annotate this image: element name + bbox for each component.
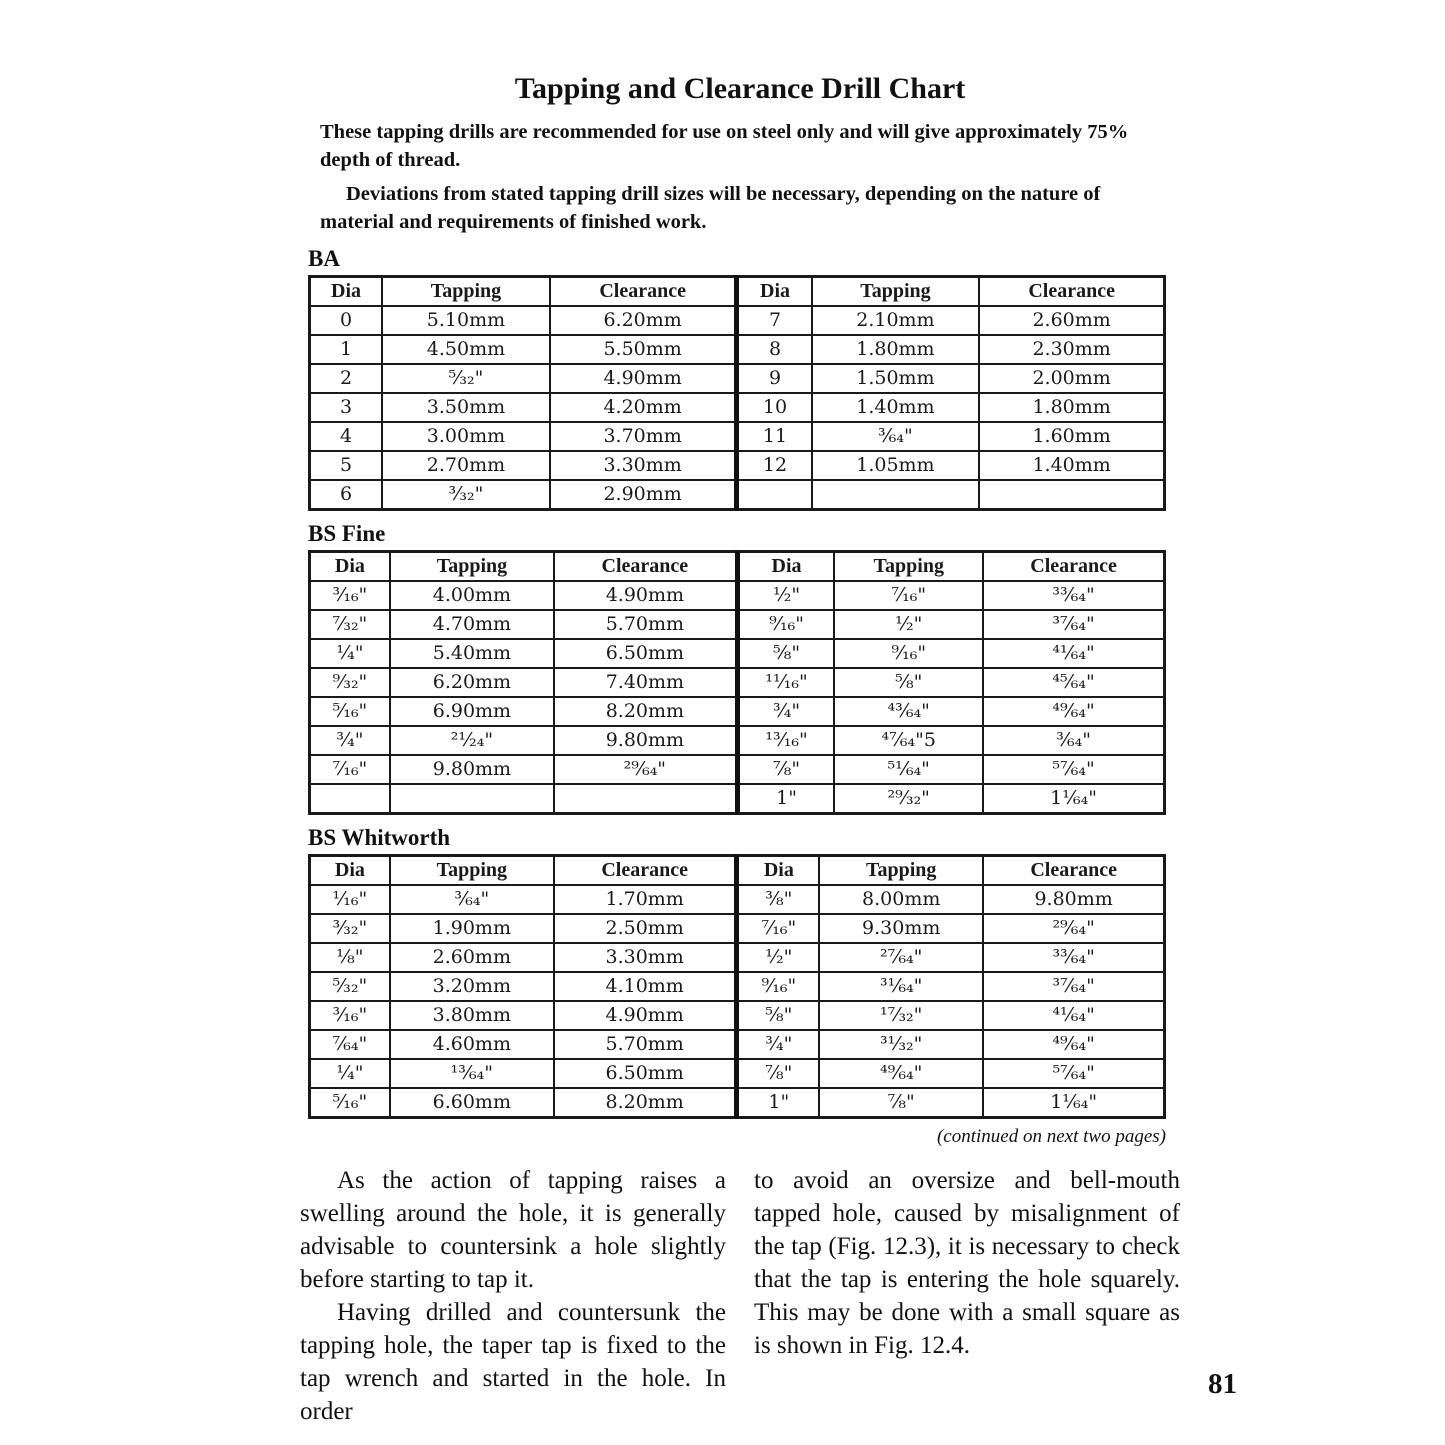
header-row xyxy=(310,277,1165,307)
table-body xyxy=(310,306,1165,510)
table-cell: 5.40mm xyxy=(390,639,554,668)
table-cell xyxy=(310,784,390,814)
table-row xyxy=(310,335,1165,364)
table-cell: ⁴⁷⁄₆₄"5 xyxy=(834,726,983,755)
table-cell: ¹³⁄₁₆" xyxy=(737,726,834,755)
table-cell: 8.20mm xyxy=(554,1088,737,1118)
page-content xyxy=(300,72,1180,1428)
table-cell: 8.20mm xyxy=(554,697,737,726)
table-cell: 2.90mm xyxy=(550,480,737,510)
table-cell: 12 xyxy=(737,451,812,480)
table-cell: ³⁄₃₂" xyxy=(382,480,550,510)
table-cell xyxy=(390,784,554,814)
table-cell: ¹⁄₄" xyxy=(310,639,390,668)
table-cell: ⁷⁄₆₄" xyxy=(310,1030,390,1059)
table-cell: 9.80mm xyxy=(983,885,1164,914)
table-cell: ⁹⁄₁₆" xyxy=(737,610,834,639)
table-cell: 6.50mm xyxy=(554,1059,737,1088)
table-cell: ⁵⁄₈" xyxy=(737,639,834,668)
table-cell: ⁴⁹⁄₆₄" xyxy=(983,697,1164,726)
table-cell: 4.10mm xyxy=(554,972,737,1001)
table-cell: ³⁄₆₄" xyxy=(390,885,554,914)
column-header: Dia xyxy=(737,552,834,582)
table-row xyxy=(310,1059,1165,1088)
table-cell: 1.05mm xyxy=(812,451,980,480)
table-cell: ²¹⁄₂₄" xyxy=(390,726,554,755)
table-cell: 2.60mm xyxy=(979,306,1164,335)
table-cell: 4.70mm xyxy=(390,610,554,639)
table-cell: ⁷⁄₈" xyxy=(737,1059,819,1088)
table-cell: 2.50mm xyxy=(554,914,737,943)
table-cell: ²⁷⁄₆₄" xyxy=(819,943,983,972)
table-body xyxy=(310,581,1165,814)
column-header: Dia xyxy=(310,277,383,307)
table-row xyxy=(310,914,1165,943)
table-cell: 8.00mm xyxy=(819,885,983,914)
table-cell: 0 xyxy=(310,306,383,335)
table-cell: 1¹⁄₆₄" xyxy=(983,1088,1164,1118)
table-cell: 6.20mm xyxy=(550,306,737,335)
table-cell: ²⁹⁄₆₄" xyxy=(983,914,1164,943)
table-cell: ⁷⁄₃₂" xyxy=(310,610,390,639)
table-cell: 5 xyxy=(310,451,383,480)
body-column-left xyxy=(300,1164,726,1428)
table-row xyxy=(310,306,1165,335)
table-cell: 3.80mm xyxy=(390,1001,554,1030)
column-header: Tapping xyxy=(834,552,983,582)
table-cell: ¹³⁄₆₄" xyxy=(390,1059,554,1088)
table-cell: 11 xyxy=(737,422,812,451)
table-row xyxy=(310,697,1165,726)
table-cell: 6.20mm xyxy=(390,668,554,697)
column-header: Clearance xyxy=(979,277,1164,307)
table-cell: ³⁷⁄₆₄" xyxy=(983,610,1164,639)
table-row xyxy=(310,610,1165,639)
body-paragraph: to avoid an oversize and bell-mouth tapped hole, caused by misalignment of the tap (Fig. 12.3), it is necessary to check that the tap is entering the hole squarely. This may be done with a small square as is shown in Fig. 12.4. xyxy=(754,1167,1180,1359)
table-row xyxy=(310,1001,1165,1030)
table-cell: 2.10mm xyxy=(812,306,980,335)
table-cell: ³⁄₆₄" xyxy=(983,726,1164,755)
table-cell: 1.80mm xyxy=(979,393,1164,422)
table-section-ba xyxy=(300,246,1180,511)
table-cell: 3.50mm xyxy=(382,393,550,422)
column-header: Clearance xyxy=(983,552,1164,582)
table-cell: 4 xyxy=(310,422,383,451)
table-heading-ba: BA xyxy=(308,246,340,271)
table-cell: ³⁄₃₂" xyxy=(310,914,390,943)
column-header: Clearance xyxy=(550,277,737,307)
column-header: Clearance xyxy=(554,856,737,886)
column-header: Tapping xyxy=(390,856,554,886)
table-cell: ¹⁄₄" xyxy=(310,1059,390,1088)
column-header: Tapping xyxy=(382,277,550,307)
table-cell: ³⁷⁄₆₄" xyxy=(983,972,1164,1001)
table-cell: ⁵⁷⁄₆₄" xyxy=(983,755,1164,784)
table-row xyxy=(310,422,1165,451)
table-cell: 4.90mm xyxy=(554,581,737,610)
table-cell: ⁹⁄₁₆" xyxy=(834,639,983,668)
table-cell: ⁵⁄₈" xyxy=(737,1001,819,1030)
table-cell: 4.50mm xyxy=(382,335,550,364)
table-cell: ¹⁷⁄₃₂" xyxy=(819,1001,983,1030)
table-cell: ³⁄₁₆" xyxy=(310,1001,390,1030)
table-cell: 1.50mm xyxy=(812,364,980,393)
table-cell: ⁵⁄₃₂" xyxy=(310,972,390,1001)
table-cell: ¹¹⁄₁₆" xyxy=(737,668,834,697)
table-heading-bs-fine: BS Fine xyxy=(308,521,386,546)
table-cell: 3.30mm xyxy=(550,451,737,480)
table-cell: 4.90mm xyxy=(550,364,737,393)
table-heading-bs-whitworth: BS Whitworth xyxy=(308,825,451,850)
table-cell: 7.40mm xyxy=(554,668,737,697)
table-cell xyxy=(812,480,980,510)
table-cell: 5.70mm xyxy=(554,1030,737,1059)
table-cell: 1.70mm xyxy=(554,885,737,914)
table-cell: 6.50mm xyxy=(554,639,737,668)
column-header: Tapping xyxy=(819,856,983,886)
table-cell: ⁵⁄₈" xyxy=(834,668,983,697)
table-cell xyxy=(979,480,1164,510)
table-cell: 1 xyxy=(310,335,383,364)
table-cell: ⁵¹⁄₆₄" xyxy=(834,755,983,784)
table-cell: 1" xyxy=(737,1088,819,1118)
table-row xyxy=(310,668,1165,697)
table-row xyxy=(310,639,1165,668)
table-cell: 2 xyxy=(310,364,383,393)
column-header: Dia xyxy=(310,552,390,582)
table-cell: 5.70mm xyxy=(554,610,737,639)
table-row xyxy=(310,726,1165,755)
column-header: Tapping xyxy=(812,277,980,307)
table-cell: ⁴¹⁄₆₄" xyxy=(983,639,1164,668)
table-cell: ⁴³⁄₆₄" xyxy=(834,697,983,726)
table-cell: ³¹⁄₆₄" xyxy=(819,972,983,1001)
table-cell: 4.60mm xyxy=(390,1030,554,1059)
intro-paragraph-2: Deviations from stated tapping drill sizes will be necessary, depending on the nature of material and requirements of finished work. xyxy=(320,183,1101,233)
table-cell: ¹⁄₂" xyxy=(737,943,819,972)
table-cell: ¹⁄₂" xyxy=(834,610,983,639)
table-cell: ⁴¹⁄₆₄" xyxy=(983,1001,1164,1030)
table-body xyxy=(310,885,1165,1118)
table-cell: ⁵⁄₃₂" xyxy=(382,364,550,393)
table-cell xyxy=(737,480,812,510)
table-cell: 3.20mm xyxy=(390,972,554,1001)
table-row xyxy=(310,581,1165,610)
table-cell: 2.30mm xyxy=(979,335,1164,364)
table-cell: 1.60mm xyxy=(979,422,1164,451)
column-header: Dia xyxy=(737,277,812,307)
table-head xyxy=(310,552,1165,582)
table-row xyxy=(310,393,1165,422)
table-cell: 10 xyxy=(737,393,812,422)
table-section-bs-whitworth xyxy=(300,825,1180,1119)
column-header: Clearance xyxy=(983,856,1164,886)
table-cell: ⁷⁄₁₆" xyxy=(834,581,983,610)
table-cell: ⁴⁵⁄₆₄" xyxy=(983,668,1164,697)
table-cell: 1.40mm xyxy=(812,393,980,422)
table-cell: ⁹⁄₃₂" xyxy=(310,668,390,697)
table-cell: 2.70mm xyxy=(382,451,550,480)
continued-note: (continued on next two pages) xyxy=(936,1126,1166,1147)
table-cell: ³⁄₄" xyxy=(737,697,834,726)
table-cell: ⁷⁄₁₆" xyxy=(310,755,390,784)
table-cell: 1.90mm xyxy=(390,914,554,943)
table-cell: 2.00mm xyxy=(979,364,1164,393)
drill-table-ba xyxy=(308,275,1166,511)
table-cell xyxy=(554,784,737,814)
table-cell: 1¹⁄₆₄" xyxy=(983,784,1164,814)
table-cell: 3 xyxy=(310,393,383,422)
column-header: Dia xyxy=(737,856,819,886)
table-cell: 9.80mm xyxy=(390,755,554,784)
table-cell: ³⁄₁₆" xyxy=(310,581,390,610)
table-cell: ⁹⁄₁₆" xyxy=(737,972,819,1001)
table-cell: 2.60mm xyxy=(390,943,554,972)
table-cell: 9.30mm xyxy=(819,914,983,943)
body-paragraph: Having drilled and countersunk the tapping hole, the taper tap is fixed to the tap wrench and started in the hole. In order xyxy=(300,1299,726,1425)
intro-paragraph-1: These tapping drills are recommended for use on steel only and will give approximately 75% depth of thread. xyxy=(320,121,1129,171)
table-cell: 6.90mm xyxy=(390,697,554,726)
table-row xyxy=(310,1030,1165,1059)
table-row xyxy=(310,885,1165,914)
table-cell: 6.60mm xyxy=(390,1088,554,1118)
body-text xyxy=(300,1164,1180,1428)
table-cell: 4.20mm xyxy=(550,393,737,422)
table-cell: 1.40mm xyxy=(979,451,1164,480)
header-row xyxy=(310,856,1165,886)
table-cell: ⁷⁄₈" xyxy=(737,755,834,784)
table-cell: 6 xyxy=(310,480,383,510)
table-cell: 1.80mm xyxy=(812,335,980,364)
table-cell: 9 xyxy=(737,364,812,393)
table-cell: ³³⁄₆₄" xyxy=(983,581,1164,610)
body-paragraph: As the action of tapping raises a swelling around the hole, it is generally advisable to countersink a hole slightly before starting to tap it. xyxy=(300,1167,726,1293)
table-row xyxy=(310,784,1165,814)
drill-table-bs-fine xyxy=(308,550,1166,815)
table-cell: 8 xyxy=(737,335,812,364)
table-cell: 4.00mm xyxy=(390,581,554,610)
table-cell: ⁴⁹⁄₆₄" xyxy=(819,1059,983,1088)
drill-table-bs-whitworth xyxy=(308,854,1166,1119)
table-cell: 3.30mm xyxy=(554,943,737,972)
table-cell: 7 xyxy=(737,306,812,335)
table-row xyxy=(310,480,1165,510)
page-title: Tapping and Clearance Drill Chart xyxy=(514,72,966,105)
column-header: Clearance xyxy=(554,552,737,582)
table-cell: ³⁄₈" xyxy=(737,885,819,914)
body-column-right xyxy=(754,1164,1180,1428)
column-header: Dia xyxy=(310,856,390,886)
table-cell: ⁵⁄₁₆" xyxy=(310,1088,390,1118)
table-cell: ⁷⁄₈" xyxy=(819,1088,983,1118)
table-row xyxy=(310,451,1165,480)
table-cell: 3.70mm xyxy=(550,422,737,451)
table-cell: ¹⁄₈" xyxy=(310,943,390,972)
table-row xyxy=(310,943,1165,972)
table-cell: 1" xyxy=(737,784,834,814)
table-cell: ³⁄₄" xyxy=(310,726,390,755)
page-number: 81 xyxy=(1208,1368,1237,1400)
column-header: Tapping xyxy=(390,552,554,582)
table-head xyxy=(310,856,1165,886)
table-cell: ¹⁄₁₆" xyxy=(310,885,390,914)
table-row xyxy=(310,1088,1165,1118)
table-section-bs-fine xyxy=(300,521,1180,815)
table-cell: 5.10mm xyxy=(382,306,550,335)
table-cell: 9.80mm xyxy=(554,726,737,755)
table-cell: 5.50mm xyxy=(550,335,737,364)
table-cell: 3.00mm xyxy=(382,422,550,451)
table-cell: 4.90mm xyxy=(554,1001,737,1030)
table-cell: ⁵⁄₁₆" xyxy=(310,697,390,726)
table-cell: ¹⁄₂" xyxy=(737,581,834,610)
table-cell: ³³⁄₆₄" xyxy=(983,943,1164,972)
table-cell: ⁷⁄₁₆" xyxy=(737,914,819,943)
table-cell: ³¹⁄₃₂" xyxy=(819,1030,983,1059)
table-cell: ³⁄₄" xyxy=(737,1030,819,1059)
table-cell: ³⁄₆₄" xyxy=(812,422,980,451)
table-cell: ²⁹⁄₆₄" xyxy=(554,755,737,784)
table-cell: ²⁹⁄₃₂" xyxy=(834,784,983,814)
table-cell: ⁵⁷⁄₆₄" xyxy=(983,1059,1164,1088)
header-row xyxy=(310,552,1165,582)
table-row xyxy=(310,364,1165,393)
table-row xyxy=(310,755,1165,784)
table-row xyxy=(310,972,1165,1001)
table-head xyxy=(310,277,1165,307)
table-cell: ⁴⁹⁄₆₄" xyxy=(983,1030,1164,1059)
